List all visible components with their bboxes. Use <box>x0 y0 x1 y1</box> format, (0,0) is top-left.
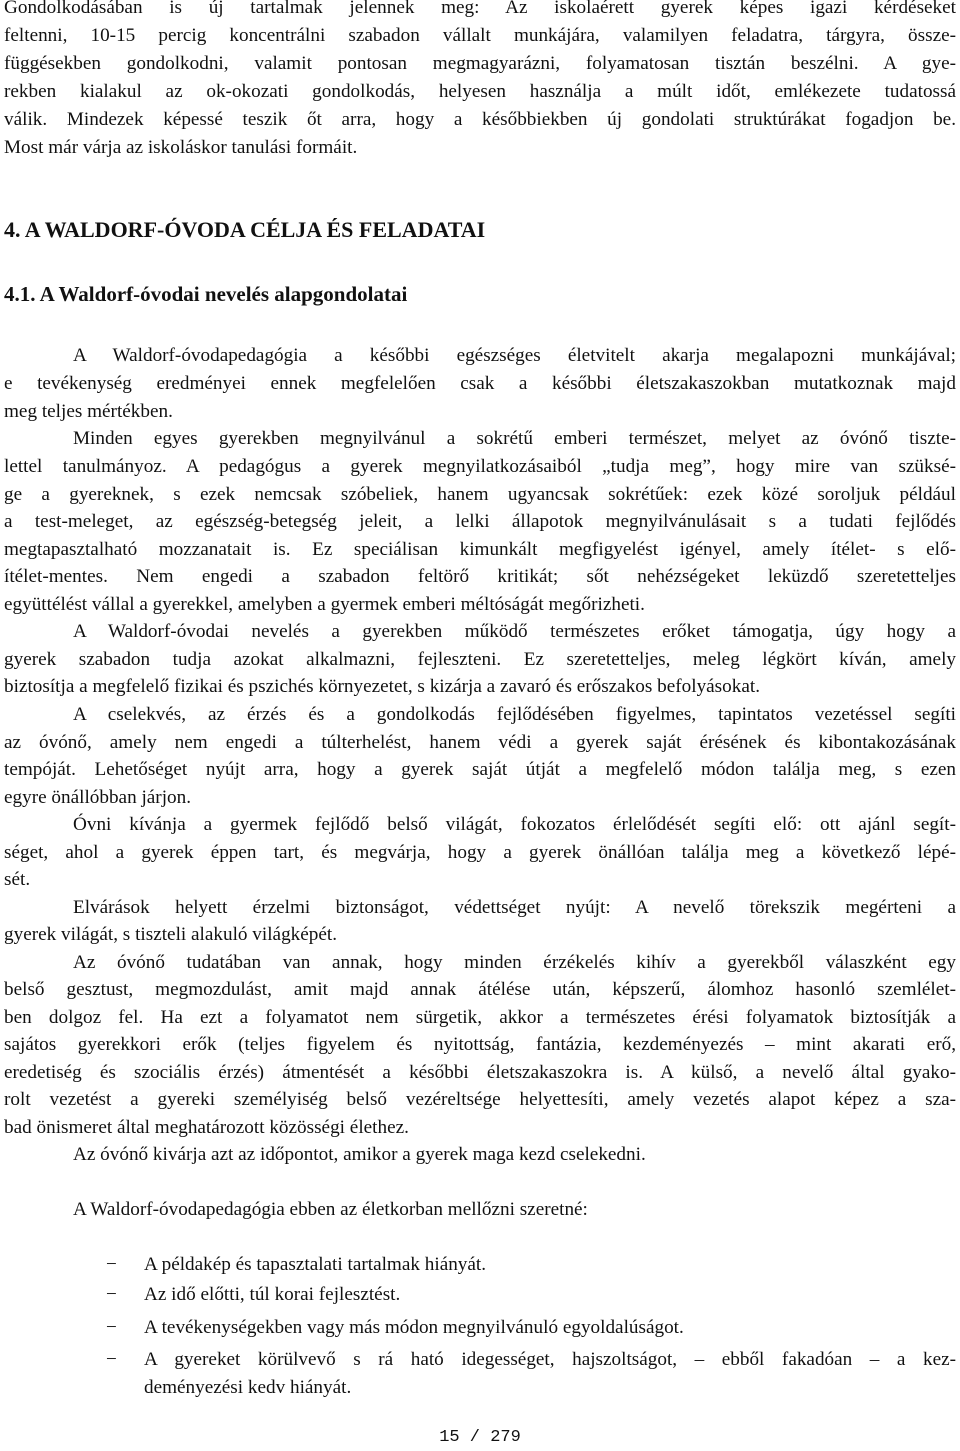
body-text-line: feltenni, 10-15 percig koncentrálni szabadon vállalt munkájára, valamilyen feladatra, tárgyra, össze- <box>4 25 956 46</box>
body-text-line: rekben kialakul az ok-okozati gondolkodás, helyesen használja a múlt időt, emlékezete tudatossá <box>4 81 956 102</box>
section-heading: 4. A WALDORF-ÓVODA CÉLJA ÉS FELADATAI <box>4 217 486 242</box>
paragraph-line: az óvónő, amely nem engedi a túlterhelést, hanem védi a gyerek saját érésének és kibontakozásának <box>4 732 956 753</box>
list-item: A tevékenységekben vagy más módon megnyilvánuló egyoldalúságot. <box>144 1317 684 1338</box>
paragraph-line: A Waldorf-óvodai nevelés a gyerekben működő természetes erőket támogatja, úgy hogy a <box>73 621 956 642</box>
list-marker: − <box>106 1284 117 1305</box>
paragraph-line: belső gesztust, megmozdulást, amit majd annak átélése után, képszerű, álomhoz hasonló szemlélet- <box>4 979 956 1000</box>
paragraph-line: Minden egyes gyerekben megnyilvánul a sokrétű emberi természet, melyet az óvónő tiszte- <box>73 428 956 449</box>
paragraph-line: Óvni kívánja a gyermek fejlődő belső világát, fokozatos érlelődését segíti elő: ott ajánl segít- <box>73 814 956 835</box>
list-item: A példakép és tapasztalati tartalmak hiányát. <box>144 1254 487 1275</box>
paragraph-line: e tevékenység eredményei ennek megfelelően csak a későbbi életszakaszokban mutatkoznak majd <box>4 373 956 394</box>
paragraph-line: A Waldorf-óvodapedagógia a későbbi egészséges életvitelt akarja megalapozni munkájával; <box>73 345 956 366</box>
paragraph-line: eredetiség és szociális érzés) átmentését a későbbi életszakaszokra is. A külső, a nevelő által gyako- <box>4 1062 956 1083</box>
paragraph-line: együttélést vállal a gyerekkel, amelyben a gyermek emberi méltóságát megőrizheti. <box>4 594 645 615</box>
page-number: 15 / 279 <box>439 1428 521 1447</box>
paragraph-line: a test-meleget, az egészség-betegség jeleit, a lelki állapotok megnyilvánulásait s a tudati fejlődés <box>4 511 956 532</box>
paragraph-line: biztosítja a megfelelő fizikai és pszichés környezetet, s kizárja a zavaró és erőszakos befolyásokat. <box>4 676 760 697</box>
body-text-line: Gondolkodásában is új tartalmak jelennek meg: Az iskolaérett gyerek képes igazi kérdéseket <box>4 0 956 18</box>
list-marker: − <box>106 1317 117 1338</box>
list-marker: − <box>106 1254 117 1275</box>
paragraph-line: meg teljes mértékben. <box>4 401 173 422</box>
paragraph-line: tempóját. Lehetőséget nyújt arra, hogy a gyerek saját útját a megfelelő módon találja meg, s ezen <box>4 759 956 780</box>
paragraph-line: Az óvónő kivárja azt az időpontot, amikor a gyerek maga kezd cselekedni. <box>73 1144 646 1165</box>
paragraph-line: Az óvónő tudatában van annak, hogy minden érzékelés kihív a gyerekből válaszként egy <box>73 952 956 973</box>
list-marker: − <box>106 1349 117 1370</box>
paragraph-line: bad önismeret által meghatározott közösségi élethez. <box>4 1117 409 1138</box>
paragraph-line: gyerek szabadon tudja azokat alkalmazni, fejleszteni. Ez szeretetteljes, meleg légkört kíván, amely <box>4 649 956 670</box>
paragraph-line: lettel tanulmányoz. A pedagógus a gyerek megnyilatkozásaiból „tudja meg”, hogy mire van szüksé- <box>4 456 956 477</box>
paragraph-line: rolt vezetést a gyereki személyiség belső vezéreltsége helyettesíti, amely vezetés alapot képez a sza- <box>4 1089 956 1110</box>
paragraph-line: megtapasztalható mozzanatait is. Ez speciálisan kimunkált megfigyelést igényel, amely ítélet- s elő- <box>4 539 956 560</box>
body-text-line: függésekben gondolkodni, valamit pontosan megmagyarázni, folyamatosan tisztán beszélni. A gye- <box>4 53 956 74</box>
list-item: A gyereket körülvevő s rá ható idegességet, hajszoltságot, – ebből fakadóan – a kez- <box>144 1349 956 1370</box>
paragraph-line: séget, ahol a gyerek éppen tart, és megvárja, hogy a gyerek önállóan találja meg a következő lépé- <box>4 842 956 863</box>
paragraph-line: sét. <box>4 869 31 890</box>
paragraph-line: ben dolgoz fel. Ha ezt a folyamatot nem sürgetik, akkor a természetes érési folyamatok biztosítják a <box>4 1007 956 1028</box>
paragraph-line: Elvárások helyett érzelmi biztonságot, védettséget nyújt: A nevelő törekszik megérteni a <box>73 897 956 918</box>
subsection-heading: 4.1. A Waldorf-óvodai nevelés alapgondolatai <box>4 282 408 306</box>
paragraph-line: sajátos gyerekkori erők (teljes figyelem és nyitottság, fantázia, kezdeményezés – mint akarati erő, <box>4 1034 956 1055</box>
paragraph-line: ítélet-mentes. Nem engedi a szabadon feltörő kritikát; sőt nehézségeket leküzdő szeretetteljes <box>4 566 956 587</box>
list-intro: A Waldorf-óvodapedagógia ebben az életkorban mellőzni szeretné: <box>73 1199 588 1220</box>
paragraph-line: A cselekvés, az érzés és a gondolkodás fejlődésében figyelmes, tapintatos vezetéssel segíti <box>73 704 956 725</box>
paragraph-line: egyre önállóbban járjon. <box>4 787 192 808</box>
paragraph-line: ge a gyereknek, s ezek nemcsak szóbeliek, hanem ugyancsak sokrétűek: ezek közé soroljuk például <box>4 484 956 505</box>
list-item: Az idő előtti, túl korai fejlesztést. <box>144 1284 401 1305</box>
body-text-line: válik. Mindezek képessé teszik őt arra, hogy a későbbiekben új gondolati struktúrákat fogadjon be. <box>4 109 956 130</box>
paragraph-line: gyerek világát, s tiszteli alakuló világképét. <box>4 924 338 945</box>
list-item-continuation: deményezési kedv hiányát. <box>144 1377 352 1398</box>
body-text-line: Most már várja az iskoláskor tanulási formáit. <box>4 137 358 158</box>
